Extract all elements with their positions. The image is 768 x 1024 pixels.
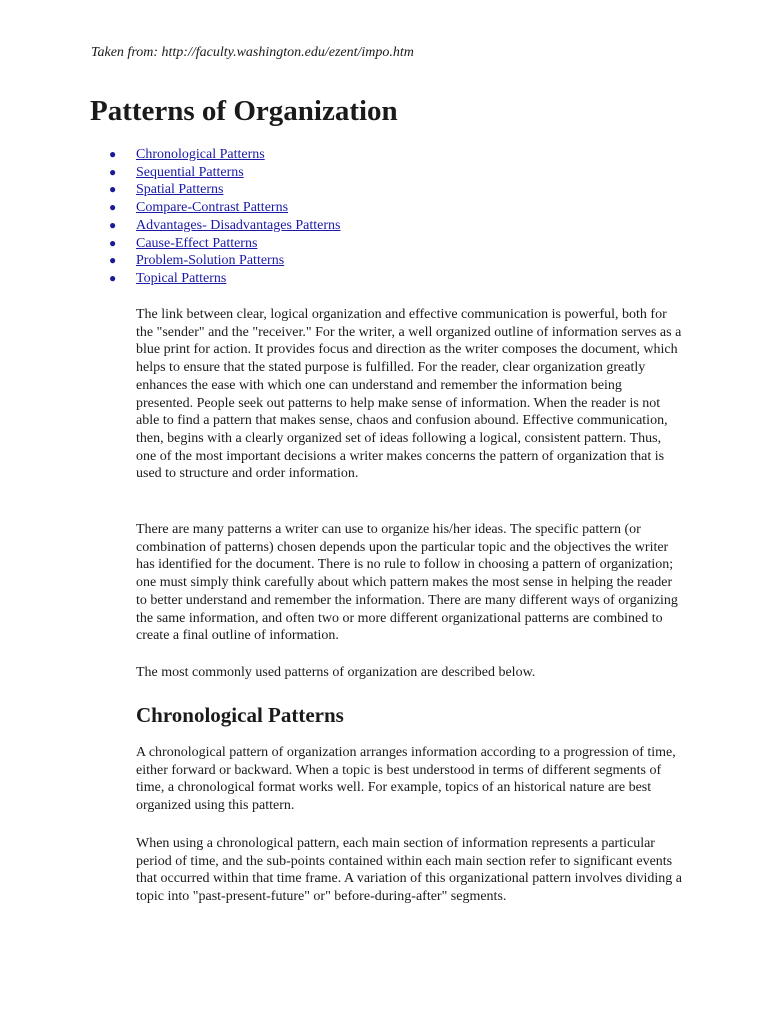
bullet-icon: ● bbox=[109, 270, 117, 285]
chronological-paragraph-2: When using a chronological pattern, each main section of information represents a particular period of time, and the sub-points contained within each main section refer to significant events that occurred within that time frame. A variation of this organizational pattern involves dividing a topic into "past-present-future" or" before-during-after" segments. bbox=[136, 836, 682, 905]
toc-link-problem-solution[interactable]: Problem-Solution Patterns bbox=[136, 253, 285, 269]
section-heading-chronological: Chronological Patterns bbox=[136, 703, 344, 727]
bullet-icon: ● bbox=[109, 164, 117, 179]
toc-link-chronological[interactable]: Chronological Patterns bbox=[136, 147, 265, 162]
toc-item-spatial bbox=[107, 181, 341, 199]
toc-link-cause-effect[interactable]: Cause-Effect Patterns bbox=[136, 235, 258, 251]
toc-link-advantages-disadvantages[interactable]: Advantages- Disadvantages Patterns bbox=[136, 217, 341, 233]
page-title: Patterns of Organization bbox=[90, 95, 398, 127]
table-of-contents bbox=[107, 146, 341, 288]
toc-link-topical[interactable]: Topical Patterns bbox=[136, 270, 227, 286]
bullet-icon: ● bbox=[109, 147, 117, 161]
source-note: Taken from: http://faculty.washington.edu/ezent/impo.htm bbox=[91, 45, 414, 60]
toc-item-compare-contrast bbox=[107, 199, 341, 217]
toc-item-advantages-disadvantages bbox=[107, 217, 341, 235]
toc-link-spatial[interactable]: Spatial Patterns bbox=[136, 182, 224, 198]
toc-item-topical bbox=[107, 270, 341, 288]
bullet-icon: ● bbox=[109, 182, 117, 197]
intro-paragraph-1: The link between clear, logical organization and effective communication is powerful, both for the "sender" and the "receiver." For the writer, a well organized outline of information serves as a blue print for action. It provides focus and direction as the writer composes the document, which helps to ensure that the stated purpose is fulfilled. For the reader, clear organization greatly enhances the ease with which one can understand and remember the information being presented. People seek out patterns to help make sense of information. When the reader is not able to find a pattern that makes sense, chaos and confusion abound. Effective communication, then, begins with a clearly organized set of ideas following a logical, consistent pattern. Thus, one of the most important decisions a writer makes concerns the pattern of organization that is used to structure and order information. bbox=[136, 307, 682, 482]
toc-item-chronological bbox=[107, 146, 341, 164]
bullet-icon: ● bbox=[109, 253, 117, 268]
chronological-paragraph-1: A chronological pattern of organization arranges information according to a progression of time, either forward or backward. When a topic is best understood in terms of different segments of time, a chronological format works well. For example, topics of an historical nature are best organized using this pattern. bbox=[136, 745, 676, 814]
bullet-icon: ● bbox=[109, 217, 117, 232]
toc-link-compare-contrast[interactable]: Compare-Contrast Patterns bbox=[136, 200, 289, 216]
bullet-icon: ● bbox=[109, 235, 117, 250]
toc-item-sequential bbox=[107, 164, 341, 182]
toc-item-cause-effect bbox=[107, 235, 341, 253]
toc-link-sequential[interactable]: Sequential Patterns bbox=[136, 164, 244, 180]
toc-item-problem-solution bbox=[107, 252, 341, 270]
intro-paragraph-2: There are many patterns a writer can use to organize his/her ideas. The specific pattern (or combination of patterns) chosen depends upon the particular topic and the objectives the writer has identified for the document. There is no rule to follow in choosing a pattern of organization; one must simply think carefully about which pattern makes the most sense in helping the reader to better understand and remember the information. There are many different ways of organizing the same information, and often two or more different organizational patterns are combined to create a final outline of information. bbox=[136, 522, 678, 644]
bullet-icon: ● bbox=[109, 200, 117, 215]
intro-paragraph-3: The most commonly used patterns of organization are described below. bbox=[136, 665, 536, 680]
